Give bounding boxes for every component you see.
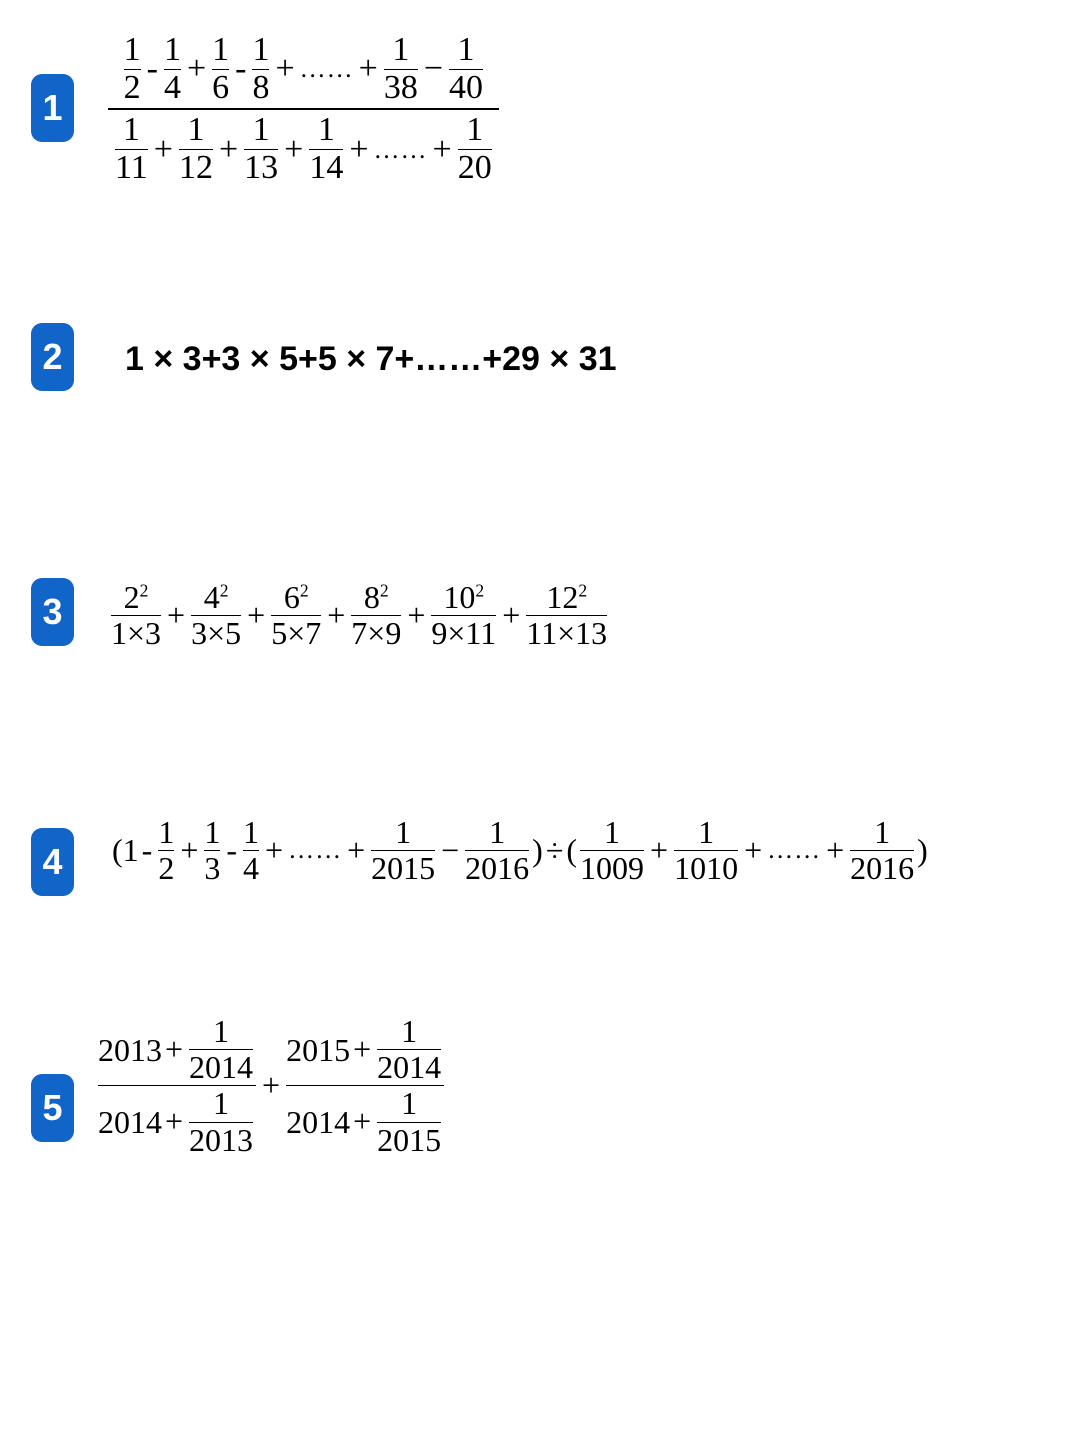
ellipsis: …… <box>767 835 822 865</box>
operator-sign: + <box>153 130 173 168</box>
fraction-numerator <box>443 580 484 615</box>
problem-5-left-denominator <box>98 1086 256 1157</box>
fraction <box>112 112 151 186</box>
problem-5-right-fraction <box>283 1014 447 1158</box>
problem-5-left-numerator <box>98 1014 256 1085</box>
operator-sign: + <box>275 50 295 88</box>
problem-1-main-fraction <box>108 32 499 187</box>
fraction <box>249 32 272 106</box>
fraction-numerator: 1 <box>395 814 412 850</box>
fraction-numerator: 1 <box>252 31 270 68</box>
fraction <box>241 112 281 186</box>
fraction-denominator: 2013 <box>189 1121 254 1158</box>
operator-sign: ÷ <box>545 831 564 868</box>
problem-5-right-denominator <box>286 1086 444 1157</box>
problem-5-right-numerator <box>286 1014 444 1085</box>
problem-number-badge-5: 5 <box>31 1074 74 1142</box>
fraction-numerator: 1 <box>401 1013 418 1049</box>
fraction <box>186 1086 256 1157</box>
fraction <box>368 815 438 885</box>
operator-sign: + <box>650 831 669 868</box>
operator-sign: + <box>407 596 426 633</box>
fraction-denominator: 6 <box>212 68 230 106</box>
ellipsis: …… <box>288 835 343 865</box>
fraction-denominator: 14 <box>309 149 344 187</box>
fraction <box>847 815 917 885</box>
fraction-numerator: 1 <box>213 1013 230 1049</box>
operator-sign: + <box>218 130 239 168</box>
problem-1-denominator <box>108 112 499 186</box>
fraction-numerator <box>364 580 389 615</box>
problem-5-left-fraction <box>95 1014 259 1158</box>
operator-sign: + <box>167 596 186 633</box>
fraction <box>348 580 404 650</box>
operator-sign: + <box>247 596 266 633</box>
operator-sign: + <box>432 130 452 168</box>
operator-sign: - <box>146 50 158 88</box>
expression-text: ) <box>532 832 543 869</box>
fraction-denominator: 4 <box>163 68 181 106</box>
problem-2-expression: 1 × 3+3 × 5+5 × 7+……+29 × 31 <box>125 340 617 378</box>
fraction <box>455 112 495 186</box>
fraction-numerator: 1 <box>698 814 715 850</box>
fraction-denominator: 11×13 <box>526 614 608 651</box>
fraction <box>201 815 223 885</box>
fraction-denominator: 5×7 <box>271 614 322 651</box>
problem-1-main-fraction-bar <box>108 108 499 110</box>
problem-3-expression <box>108 580 610 650</box>
fraction-numerator: 1 <box>392 31 410 68</box>
problem-number-badge-4: 4 <box>31 828 74 896</box>
power-exponent: 2 <box>299 580 309 601</box>
operator-sign: + <box>284 130 304 168</box>
operator-sign: − <box>441 831 460 868</box>
fraction-numerator: 1 <box>187 111 205 149</box>
operator-sign: - <box>235 50 247 88</box>
fraction <box>577 815 647 885</box>
problem-5-expression <box>95 1014 447 1158</box>
expression-text: ( <box>566 832 578 869</box>
operator-sign: − <box>423 50 444 88</box>
fraction <box>108 580 164 650</box>
fraction <box>240 815 262 885</box>
fraction-denominator: 2014 <box>189 1049 254 1086</box>
fraction <box>374 1014 444 1085</box>
fraction-denominator: 13 <box>244 149 279 187</box>
integer-term: 2015 <box>286 1031 351 1068</box>
fraction <box>268 580 324 650</box>
fraction <box>209 32 232 106</box>
fraction <box>306 112 346 186</box>
fraction-numerator: 1 <box>466 111 484 149</box>
fraction-numerator: 1 <box>122 111 140 149</box>
operator-sign: - <box>226 831 238 868</box>
plus-sign: + <box>165 1103 184 1140</box>
fraction-numerator <box>284 580 309 615</box>
fraction-numerator <box>546 580 587 615</box>
power-exponent: 2 <box>475 580 485 601</box>
power-exponent: 2 <box>139 580 149 601</box>
operator-sign: + <box>347 831 366 868</box>
fraction-denominator: 3 <box>204 849 221 886</box>
power-base: 2 <box>123 579 140 615</box>
fraction <box>523 580 610 650</box>
fraction <box>121 32 144 106</box>
fraction-denominator: 3×5 <box>191 614 242 651</box>
fraction-numerator: 1 <box>252 111 270 149</box>
fraction-denominator: 11 <box>115 149 148 187</box>
problem-1-expression <box>108 32 499 187</box>
fraction-denominator: 1×3 <box>111 614 162 651</box>
fraction-numerator: 1 <box>163 31 181 68</box>
fraction-numerator: 1 <box>489 814 506 850</box>
fraction-denominator: 2016 <box>850 849 915 886</box>
integer-term: 2013 <box>98 1031 162 1068</box>
fraction-denominator: 40 <box>449 68 484 106</box>
fraction-denominator: 8 <box>252 68 270 106</box>
power-exponent: 2 <box>379 580 389 601</box>
operator-sign: + <box>265 831 284 868</box>
power-base: 8 <box>363 579 380 615</box>
fraction-denominator: 2 <box>158 849 175 886</box>
fraction-numerator: 1 <box>212 31 230 68</box>
plus-sign: + <box>262 1067 281 1104</box>
operator-sign: + <box>327 596 346 633</box>
fraction-denominator: 4 <box>243 849 260 886</box>
fraction-denominator: 2014 <box>377 1049 442 1086</box>
problem-number-badge-1: 1 <box>31 74 74 142</box>
operator-sign: + <box>744 831 763 868</box>
power-base: 6 <box>283 579 300 615</box>
problem-number-badge-2: 2 <box>31 323 74 391</box>
fraction <box>186 1014 256 1085</box>
fraction-denominator: 20 <box>457 149 492 187</box>
power-base: 12 <box>546 579 579 615</box>
ellipsis: …… <box>299 54 354 84</box>
fraction-numerator: 1 <box>457 31 475 68</box>
ellipsis: …… <box>373 134 428 164</box>
integer-term: 2014 <box>98 1104 162 1141</box>
fraction-numerator <box>204 580 229 615</box>
fraction-denominator: 2015 <box>371 849 436 886</box>
problem-number-badge-3: 3 <box>31 578 74 646</box>
plus-sign: + <box>353 1031 372 1068</box>
fraction-denominator: 2 <box>123 68 141 106</box>
power-base: 4 <box>203 579 220 615</box>
fraction-numerator: 1 <box>604 814 621 850</box>
fraction-numerator: 1 <box>401 1085 418 1122</box>
power-exponent: 2 <box>578 580 588 601</box>
operator-sign: + <box>349 130 369 168</box>
fraction-numerator: 1 <box>874 814 891 850</box>
power-base: 10 <box>443 579 476 615</box>
fraction-numerator: 1 <box>204 814 221 850</box>
integer-term: 2014 <box>286 1104 351 1141</box>
operator-sign: + <box>826 831 845 868</box>
fraction <box>428 580 499 650</box>
fraction-numerator: 1 <box>123 31 141 68</box>
problem-1-numerator <box>117 32 490 106</box>
problem-4-expression <box>112 815 928 885</box>
fraction-denominator: 2015 <box>377 1121 442 1158</box>
fraction <box>446 32 486 106</box>
fraction <box>176 112 216 186</box>
fraction-denominator: 7×9 <box>351 614 402 651</box>
operator-sign: + <box>180 831 199 868</box>
fraction <box>374 1086 444 1157</box>
fraction-denominator: 38 <box>383 68 418 106</box>
fraction-denominator: 9×11 <box>431 614 497 651</box>
fraction <box>161 32 184 106</box>
fraction-numerator: 1 <box>213 1085 230 1122</box>
operator-sign: - <box>141 831 153 868</box>
fraction <box>188 580 244 650</box>
fraction-denominator: 12 <box>178 149 213 187</box>
operator-sign: + <box>186 50 207 88</box>
fraction <box>462 815 532 885</box>
fraction-numerator: 1 <box>158 814 175 850</box>
fraction-numerator: 1 <box>317 111 335 149</box>
fraction-denominator: 1010 <box>674 849 739 886</box>
plus-sign: + <box>165 1031 184 1068</box>
plus-sign: + <box>353 1103 372 1140</box>
operator-sign: + <box>358 50 378 88</box>
fraction <box>671 815 741 885</box>
fraction-numerator: 1 <box>243 814 260 850</box>
fraction-denominator: 1009 <box>580 849 645 886</box>
fraction <box>155 815 177 885</box>
fraction-denominator: 2016 <box>465 849 530 886</box>
expression-text: ) <box>917 832 928 869</box>
operator-sign: + <box>502 596 521 633</box>
expression-text: (1 <box>112 832 139 869</box>
fraction-numerator <box>124 580 149 615</box>
power-exponent: 2 <box>219 580 229 601</box>
fraction <box>381 32 421 106</box>
